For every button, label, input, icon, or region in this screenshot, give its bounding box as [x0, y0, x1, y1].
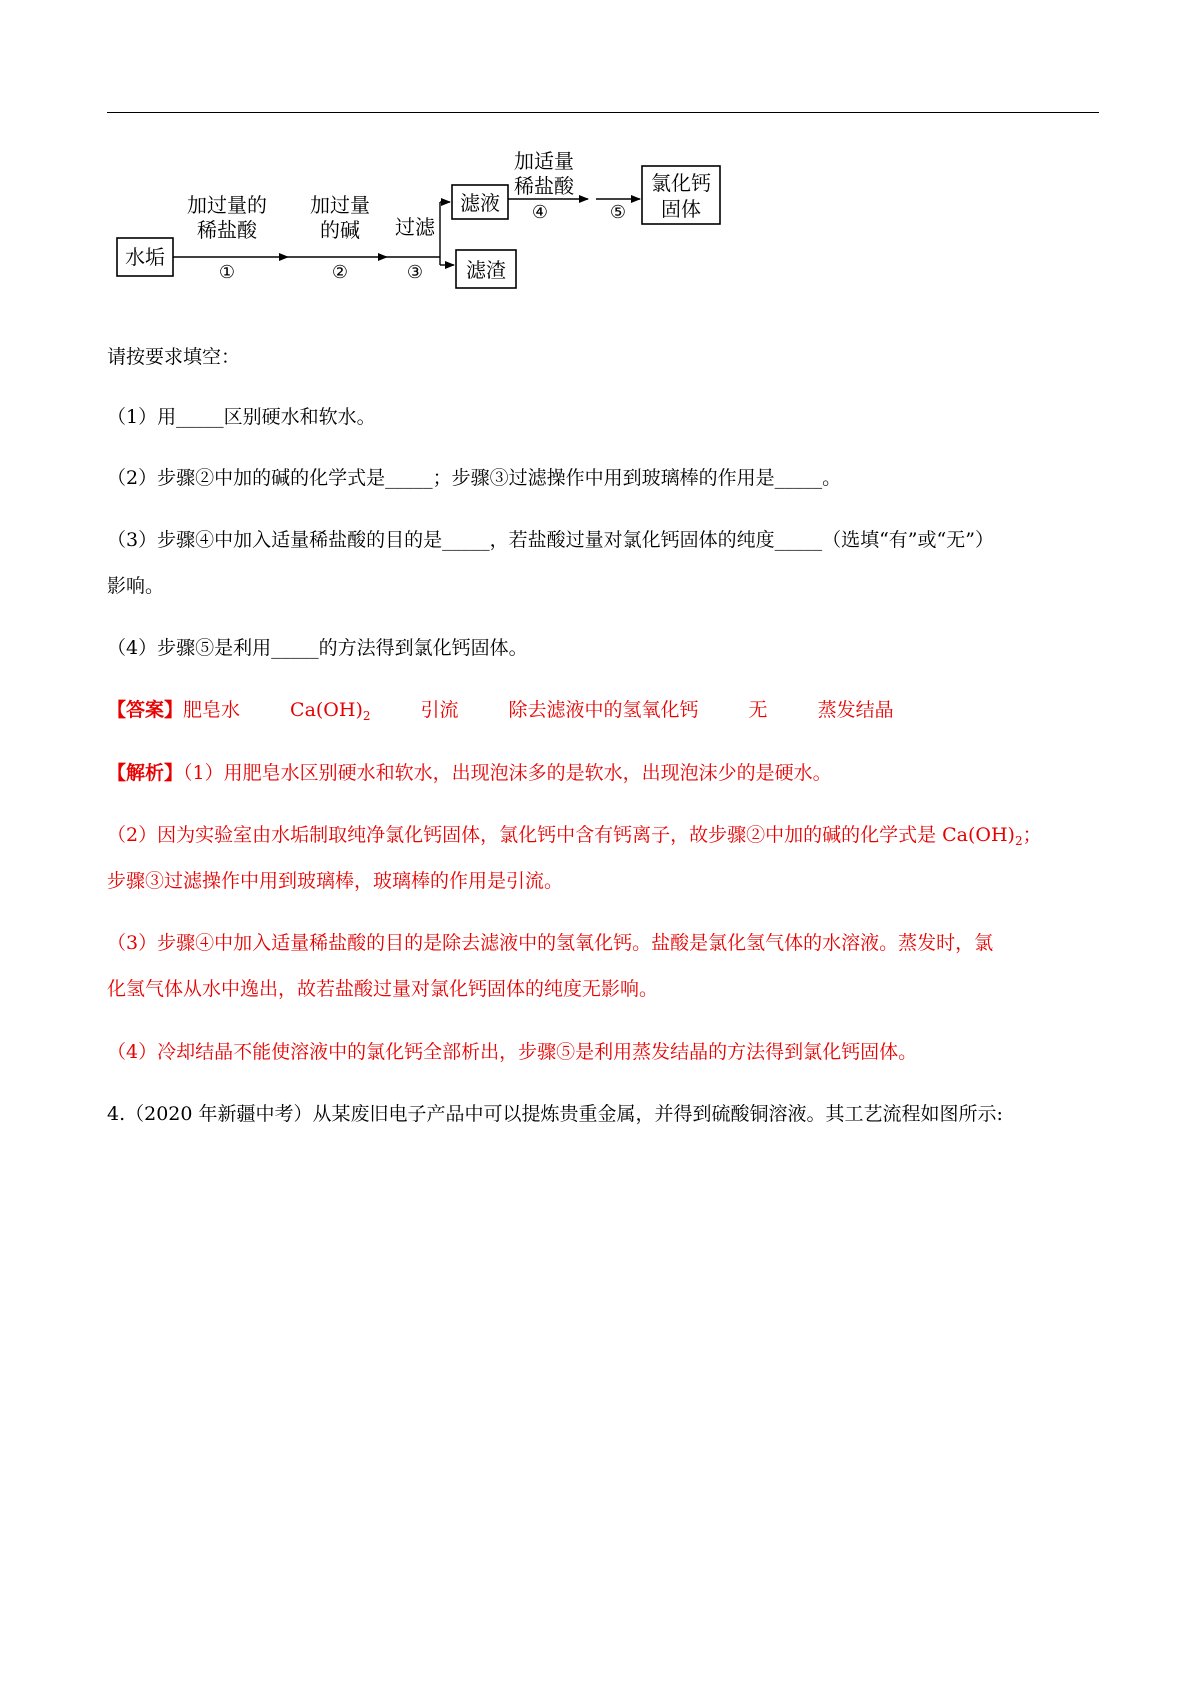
question-4: （4）步骤⑤是利用_____的方法得到氯化钙固体。 — [107, 637, 528, 659]
step5-number: ⑤ — [609, 202, 627, 223]
analysis-paragraph-3-line1: （3）步骤④中加入适量稀盐酸的目的是除去滤液中的氢氧化钙。盐酸是氯化氢气体的水溶液。蒸发时，氯 — [107, 932, 994, 954]
instruction-text: 请按要求填空： — [107, 346, 241, 368]
analysis-paragraph-3-line2: 化氢气体从水中逸出，故若盐酸过量对氯化钙固体的纯度无影响。 — [107, 978, 659, 1000]
answer-label: 【答案】 — [107, 699, 184, 721]
question-2: （2）步骤②中加的碱的化学式是_____；步骤③过滤操作中用到玻璃棒的作用是_____。 — [107, 467, 842, 489]
step1-number: ① — [218, 262, 236, 283]
analysis-paragraph-1: 【解析】（1）用肥皂水区别硬水和软水，出现泡沫多的是软水，出现泡沫少的是硬水。 — [107, 762, 832, 784]
answer-1: 肥皂水 — [183, 699, 241, 721]
step3-top-label: 过滤 — [395, 215, 435, 239]
question-4-heading: 4.（2020 年新疆中考）从某废旧电子产品中可以提炼贵重金属，并得到硫酸铜溶液。其工艺流程如图所示: — [107, 1103, 1003, 1125]
step2-mid-label: 的碱 — [320, 218, 360, 242]
residue-label: 滤渣 — [466, 258, 506, 282]
analysis-paragraph-4: （4）冷却结晶不能使溶液中的氯化钙全部析出，步骤⑤是利用蒸发结晶的方法得到氯化钙固体。 — [107, 1041, 918, 1063]
product-label-line1: 氯化钙 — [651, 171, 711, 195]
step4-number: ④ — [531, 202, 549, 223]
answer-4: 除去滤液中的氢氧化钙 — [508, 699, 699, 721]
answer-line — [107, 697, 894, 723]
step4-top-label: 加适量 — [514, 150, 574, 173]
filtrate-label: 滤液 — [460, 191, 500, 215]
question-3-line2: 影响。 — [107, 575, 165, 597]
analysis-paragraph-2-line1: （2）因为实验室由水垢制取纯净氯化钙固体，氯化钙中含有钙离子，故步骤②中加的碱的化学式是 $Ca(OH)_2$； — [107, 824, 1042, 848]
analysis-paragraph-2-line2: 步骤③过滤操作中用到玻璃棒，玻璃棒的作用是引流。 — [107, 870, 564, 892]
step3-number: ③ — [406, 262, 424, 283]
answer-6: 蒸发结晶 — [817, 699, 894, 721]
step1-mid-label: 稀盐酸 — [197, 218, 257, 242]
answer-3: 引流 — [420, 699, 459, 721]
flowchart-svg — [110, 150, 830, 325]
product-label-line2: 固体 — [661, 197, 701, 221]
process-flowchart — [110, 150, 830, 325]
step2-top-label: 加过量 — [310, 193, 370, 217]
header-rule — [107, 112, 1099, 113]
answer-2: $Ca(OH)_2$ — [290, 699, 371, 723]
step2-number: ② — [331, 262, 349, 283]
question-1: （1）用_____区别硬水和软水。 — [107, 406, 376, 428]
analysis-label: 【解析】 — [107, 762, 184, 784]
answer-5: 无 — [748, 699, 768, 721]
step1-top-label: 加过量的 — [187, 193, 267, 217]
start-label: 水垢 — [125, 245, 165, 269]
question-3-line1: （3）步骤④中加入适量稀盐酸的目的是_____，若盐酸过量对氯化钙固体的纯度_____（选填“有”或“无”） — [107, 529, 994, 551]
step4-mid-label: 稀盐酸 — [514, 174, 574, 198]
